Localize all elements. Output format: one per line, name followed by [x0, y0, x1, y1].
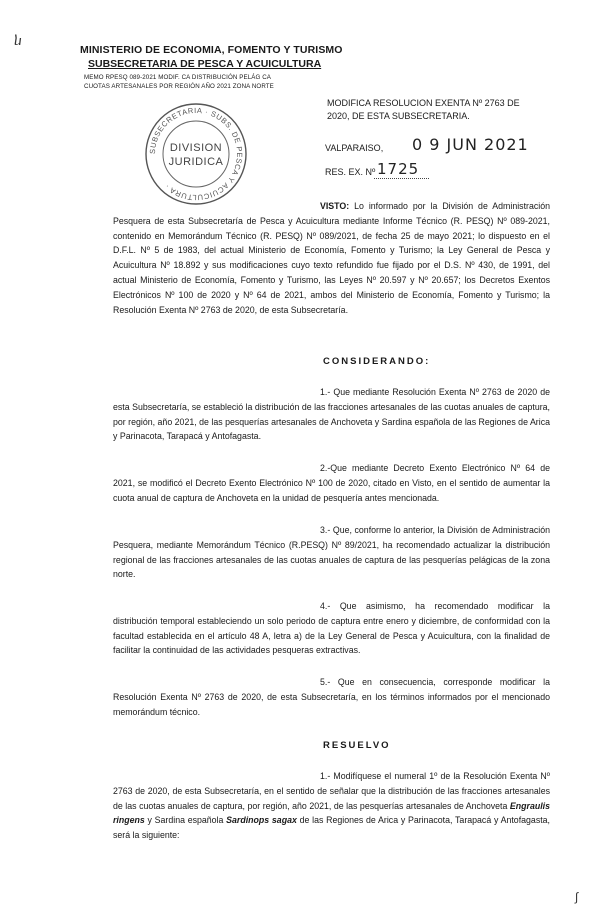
stamp-ring-text: SUBSECRETARIA · SUBS. DE PESCA Y ACUICULTURA · [147, 105, 245, 203]
species-name-sardina: Sardinops sagax [226, 815, 297, 826]
issue-date: 0 9 JUN 2021 [412, 135, 529, 154]
visto-label: VISTO: [320, 201, 350, 211]
stamp-line-1: DIVISION [169, 142, 223, 154]
considerando-item-2 [113, 461, 550, 505]
memo-line-2: CUOTAS ARTESANALES POR REGIÓN AÑO 2021 ZONA NORTE [84, 83, 274, 90]
place-label: VALPARAISO, [325, 143, 384, 153]
considerando-heading: CONSIDERANDO: [323, 356, 431, 367]
resolution-number-label: RES. EX. Nº [325, 167, 376, 177]
memo-reference [84, 73, 324, 91]
considerando-item-4 [113, 599, 550, 658]
resuelvo-text: y Sardina española [144, 815, 227, 826]
considerando-text: 3.- Que, conforme lo anterior, la División de Administración Pesquera, mediante Memorándum Técnico (R.PESQ) Nº 89/2021, ha recomendado actualizar la distribución regional de las fracciones artesanales de las cuotas anuales de captura de las pesquerías pelágicas de la zona norte. [113, 525, 550, 580]
resolution-number: 1725 [377, 160, 420, 178]
considerando-item-3 [113, 523, 550, 582]
considerando-item-5 [113, 675, 550, 719]
margin-handwritten-mark: ⴑ [14, 34, 22, 49]
resuelvo-text: 1.- Modifíquese el numeral 1º de la Resolución Exenta Nº 2763 de 2020, de esta Subsecretaría, en el sentido de señalar que la distribución de las fracciones artesanales de las cuotas anuales de captura, por región, año 2021, de las pesquerías artesanales de Anchoveta [113, 771, 550, 811]
resuelvo-item-1 [113, 769, 550, 843]
species-name-anchoveta: Engraulis ringens [113, 800, 550, 826]
considerando-item-1 [113, 385, 550, 444]
subject-line-1: MODIFICA RESOLUCION EXENTA Nº 2763 DE [327, 98, 520, 108]
considerando-text: 2.-Que mediante Decreto Exento Electrónico Nº 64 de 2021, se modificó el Decreto Exento Electrónico Nº 100 de 2020, citado en Visto, en el sentido de aumentar la cuota anual de captura de Anchoveta en la unidad de pesquería antes mencionada. [113, 463, 550, 503]
considerando-text: 5.- Que en consecuencia, corresponde modificar la Resolución Exenta Nº 2763 de 2020, de esta Subsecretaría, en los términos informados por el mencionado memorándum técnico. [113, 677, 550, 717]
considerando-text: 1.- Que mediante Resolución Exenta Nº 2763 de 2020 de esta Subsecretaría, se estableció la distribución de las fracciones artesanales de las cuotas anuales de captura, por región, año 2021, de las pesquerías artesanales de Anchoveta y Sardina española de las Regiones de Arica y Parinacota, Tarapacá y Antofagasta. [113, 387, 550, 442]
ministry-name: MINISTERIO DE ECONOMIA, FOMENTO Y TURISMO [80, 44, 343, 56]
resolution-subject [327, 97, 557, 123]
resuelvo-text: de las Regiones de Arica y Parinacota, Tarapacá y Antofagasta, será la siguiente: [113, 815, 551, 841]
resolution-number-line [374, 178, 429, 179]
resuelvo-heading: RESUELVO [323, 740, 391, 751]
visto-paragraph [113, 199, 550, 317]
subsecretaria-name: SUBSECRETARIA DE PESCA Y ACUICULTURA [88, 58, 322, 70]
corner-handwritten-mark: ∫ [575, 890, 579, 904]
memo-line-1: MEMO RPESQ 089-2021 MODIF. CA DISTRIBUCIÓN PELÁG CA [84, 74, 271, 81]
stamp-line-2: JURIDICA [168, 156, 224, 168]
considerando-text: 4.- Que asimismo, ha recomendado modificar la distribución temporal estableciendo un solo periodo de captura entre enero y diciembre, de conformidad con la facultad establecida en el artículo 48 A, letra a) de la Ley General de Pesca y Acuicultura, con la finalidad de facilitar la continuidad de las actividades pesqueras extractivas. [113, 601, 550, 656]
subject-line-2: 2020, DE ESTA SUBSECRETARIA. [327, 111, 470, 121]
visto-text: Lo informado por la División de Administración Pesquera de esta Subsecretaría de Pesca y Acuicultura mediante Informe Técnico (R. PESQ) Nº 089-2021, contenido en Memorándum Técnico (R. PESQ) Nº 089/2021, de fecha 25 de mayo 2021; lo dispuesto en el D.F.L. Nº 5 de 1983, del actual Ministerio de Economía, Fomento y Turismo; la Ley General de Pesca y Acuicultura Nº 18.892 y sus modificaciones cuyo texto refundido fue fijado por el D.S. Nº 430, de 1991, del actual Ministerio de Economía, Fomento y Turismo, las Leyes Nº 20.597 y Nº 20.657; los Decretos Exentos Electrónicos Nº 100 de 2020 y Nº 64 de 2021, ambos del Ministerio de Economía, Fomento y Turismo; la Resolución Exenta Nº 2763 de 2020, de esta Subsecretaría. [113, 201, 550, 315]
division-juridica-stamp [142, 100, 250, 208]
